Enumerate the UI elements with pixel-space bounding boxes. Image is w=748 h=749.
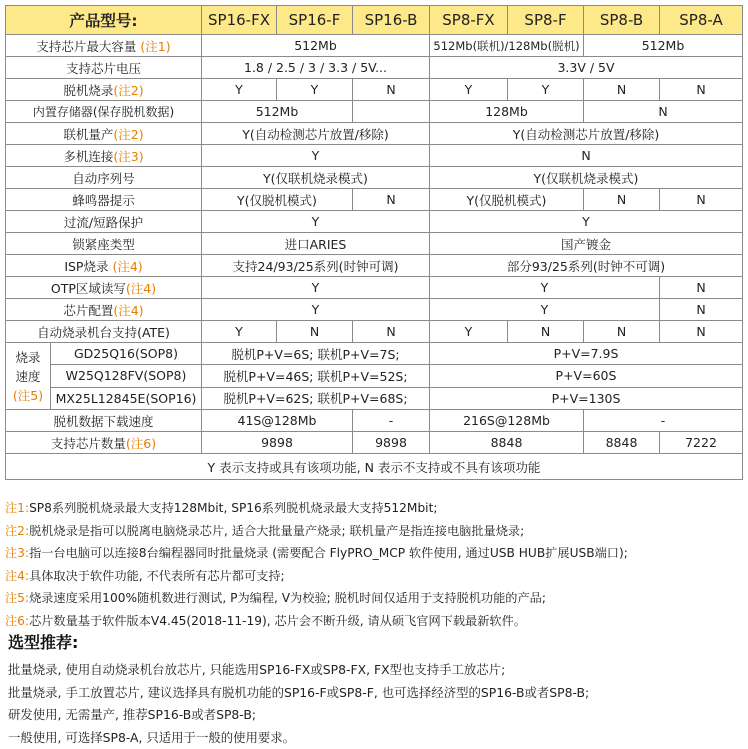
cell: - — [584, 410, 743, 432]
selection-line: 批量烧录, 使用自动烧录机台放芯片, 只能选用SP16-FX或SP8-FX, FX型也支持手工放芯片; — [8, 662, 506, 677]
header-title: 产品型号: — [6, 6, 202, 35]
cell: N — [584, 189, 660, 211]
cell: 3.3V / 5V — [430, 57, 743, 79]
cell: 8848 — [430, 432, 584, 454]
cell: Y — [202, 79, 277, 101]
spec-table — [5, 5, 743, 480]
col-sp8-fx: SP8-FX — [430, 6, 508, 35]
cell: Y(仅脱机模式) — [202, 189, 353, 211]
note-ref: (注2) — [113, 82, 144, 98]
cell: Y — [430, 299, 660, 321]
row-label: 自动烧录机台支持(ATE) — [6, 321, 202, 343]
cell: Y — [202, 145, 430, 167]
row-capacity — [6, 35, 743, 57]
note-ref: (注2) — [113, 126, 144, 142]
row-speed — [6, 343, 743, 410]
cell: Y — [202, 299, 430, 321]
note-ref: (注4) — [113, 302, 144, 318]
col-sp16-f: SP16-F — [277, 6, 353, 35]
row-label: 支持芯片数量(注6) — [6, 432, 202, 454]
row-label: OTP区域读写(注4) — [6, 277, 202, 299]
cell: P+V=130S — [551, 390, 621, 406]
col-sp16-b: SP16-B — [353, 6, 430, 35]
cell: 国产镀金 — [430, 233, 743, 255]
row-label: 支持芯片最大容量 (注1) — [6, 35, 202, 57]
cell: Y — [430, 277, 660, 299]
speed-label-cell — [6, 343, 202, 410]
row-label: 蜂鸣器提示 — [6, 189, 202, 211]
header-row — [6, 6, 743, 35]
note-ref: (注4) — [125, 280, 157, 296]
note-tag: 注2: — [5, 523, 30, 538]
cell: Y — [430, 79, 508, 101]
cell: - — [353, 410, 430, 432]
cell: N — [660, 299, 743, 321]
cell: 7222 — [660, 432, 743, 454]
cell: 进口ARIES — [202, 233, 430, 255]
cell: N — [584, 321, 660, 343]
row-label: 过流/短路保护 — [6, 211, 202, 233]
note-tag: 注4: — [5, 568, 30, 583]
row-count — [6, 432, 743, 454]
cell: 脱机P+V=62S; 联机P+V=68S; — [223, 391, 408, 407]
legend-text: Y 表示支持或具有该项功能, N 表示不支持或不具有该项功能 — [6, 454, 743, 480]
cell: 512Mb — [584, 35, 743, 57]
cell: Y(仅脱机模式) — [430, 189, 584, 211]
cell: P+V=7.9S — [430, 343, 742, 365]
note-item: 注2:脱机烧录是指可以脱离电脑烧录芯片, 适合大批量量产烧录; 联机量产是指连接电脑批量烧录; — [5, 523, 525, 538]
note-item: 注5:烧录速度采用100%随机数进行测试, P为编程, V为校验; 脱机时间仅适用于支持脱机功能的产品; — [5, 591, 546, 606]
cell: 脱机P+V=6S; 联机P+V=7S; — [202, 343, 429, 365]
row-protect — [6, 211, 743, 233]
col-sp16-fx: SP16-FX — [202, 6, 277, 35]
cell: 216S@128Mb — [430, 410, 584, 432]
row-online — [6, 123, 743, 145]
note-ref: (注3) — [113, 148, 144, 164]
row-offline — [6, 79, 743, 101]
row-serial — [6, 167, 743, 189]
row-label: 锁紧座类型 — [6, 233, 202, 255]
cell: N — [353, 189, 430, 211]
row-label: 脱机数据下载速度 — [6, 410, 202, 432]
cell: N — [660, 321, 743, 343]
cell: P+V=60S — [430, 365, 742, 387]
note-ref: (注5) — [12, 387, 44, 403]
cell: 128Mb — [430, 101, 584, 123]
note-ref: (注1) — [140, 38, 171, 54]
row-multi — [6, 145, 743, 167]
cell: 512Mb(联机)/128Mb(脱机) — [430, 35, 584, 57]
note-item: 注3:指一台电脑可以连接8台编程器同时批量烧录 (需要配合 FlyPRO_MCP 软件使用, 通过USB HUB扩展USB端口); — [5, 546, 628, 561]
cell: N — [353, 79, 430, 101]
cell: Y(自动检测芯片放置/移除) — [202, 123, 430, 145]
row-label: 自动序列号 — [6, 167, 202, 189]
speed-label: 烧录 速度 (注5) — [6, 343, 51, 409]
notes-list — [5, 497, 628, 633]
col-sp8-b: SP8-B — [584, 6, 660, 35]
speed-chip: MX25L12845E(SOP16) — [55, 390, 197, 406]
cell: N — [660, 277, 743, 299]
cell: Y — [430, 211, 743, 233]
cell: 9898 — [202, 432, 353, 454]
row-voltage — [6, 57, 743, 79]
row-label: 联机量产(注2) — [6, 123, 202, 145]
note-tag: 注1: — [5, 501, 30, 515]
speed-chip: W25Q128FV(SOP8) — [51, 365, 201, 387]
row-ate — [6, 321, 743, 343]
note-tag: 注3: — [5, 546, 30, 561]
selection-list — [8, 659, 589, 749]
cell: N — [584, 79, 660, 101]
cell: 脱机P+V=46S; 联机P+V=52S; — [202, 365, 429, 387]
cell: N — [508, 321, 584, 343]
row-storage — [6, 101, 743, 123]
row-label: 多机连接(注3) — [6, 145, 202, 167]
cell: Y(仅联机烧录模式) — [430, 167, 743, 189]
cell: 部分93/25系列(时钟不可调) — [430, 255, 743, 277]
note-item: 注1:SP8系列脱机烧录最大支持128Mbit, SP16系列脱机烧录最大支持512Mbit; — [5, 501, 438, 515]
cell: Y — [202, 321, 277, 343]
cell: 512Mb — [202, 35, 430, 57]
cell: Y — [202, 277, 430, 299]
cell — [353, 101, 430, 123]
col-sp8-f: SP8-F — [508, 6, 584, 35]
cell: Y — [202, 211, 430, 233]
selection-line: 研发使用, 无需量产, 推荐SP16-B或者SP8-B; — [8, 707, 256, 723]
row-buzzer — [6, 189, 743, 211]
cell: N — [660, 79, 743, 101]
row-otp — [6, 277, 743, 299]
cell: N — [353, 321, 430, 343]
cell: Y — [277, 79, 353, 101]
col-sp8-a: SP8-A — [660, 6, 743, 35]
row-label: 支持芯片电压 — [6, 57, 202, 79]
cell: 41S@128Mb — [202, 410, 353, 432]
note-item: 注6:芯片数量基于软件版本V4.45(2018-11-19), 芯片会不断升级, 请从硕飞官网下载最新软件。 — [5, 613, 526, 628]
row-label: 芯片配置(注4) — [6, 299, 202, 321]
cell: N — [584, 101, 743, 123]
speed-sp8 — [430, 343, 743, 410]
selection-title: 选型推荐: — [8, 633, 79, 652]
row-download — [6, 410, 743, 432]
row-label: 内置存储器(保存脱机数据) — [6, 101, 202, 123]
row-isp — [6, 255, 743, 277]
speed-sp16 — [202, 343, 430, 410]
cell: 支持24/93/25系列(时钟可调) — [202, 255, 430, 277]
cell: N — [277, 321, 353, 343]
cell: 512Mb — [202, 101, 353, 123]
row-label: ISP烧录 (注4) — [6, 255, 202, 277]
row-config — [6, 299, 743, 321]
cell: N — [430, 145, 743, 167]
row-legend — [6, 454, 743, 480]
note-tag: 注5: — [5, 591, 30, 606]
note-ref: (注4) — [112, 258, 143, 274]
row-socket — [6, 233, 743, 255]
cell: 8848 — [584, 432, 660, 454]
cell: 1.8 / 2.5 / 3 / 3.3 / 5V... — [202, 57, 430, 79]
speed-chip: GD25Q16(SOP8) — [51, 343, 201, 365]
cell: Y(自动检测芯片放置/移除) — [430, 123, 743, 145]
selection-line: 批量烧录, 手工放置芯片, 建议选择具有脱机功能的SP16-F或SP8-F, 也可选择经济型的SP16-B或者SP8-B; — [8, 684, 590, 700]
row-label: 脱机烧录(注2) — [6, 79, 202, 101]
note-ref: (注6) — [125, 435, 157, 451]
cell: Y — [430, 321, 508, 343]
note-item: 注4:具体取决于软件功能, 不代表所有芯片都可支持; — [5, 568, 285, 583]
cell: Y(仅联机烧录模式) — [202, 167, 430, 189]
selection-line: 一般使用, 可选择SP8-A, 只适用于一般的使用要求。 — [8, 729, 296, 745]
cell: N — [660, 189, 743, 211]
note-tag: 注6: — [5, 613, 30, 628]
cell: Y — [508, 79, 584, 101]
cell: 9898 — [353, 432, 430, 454]
